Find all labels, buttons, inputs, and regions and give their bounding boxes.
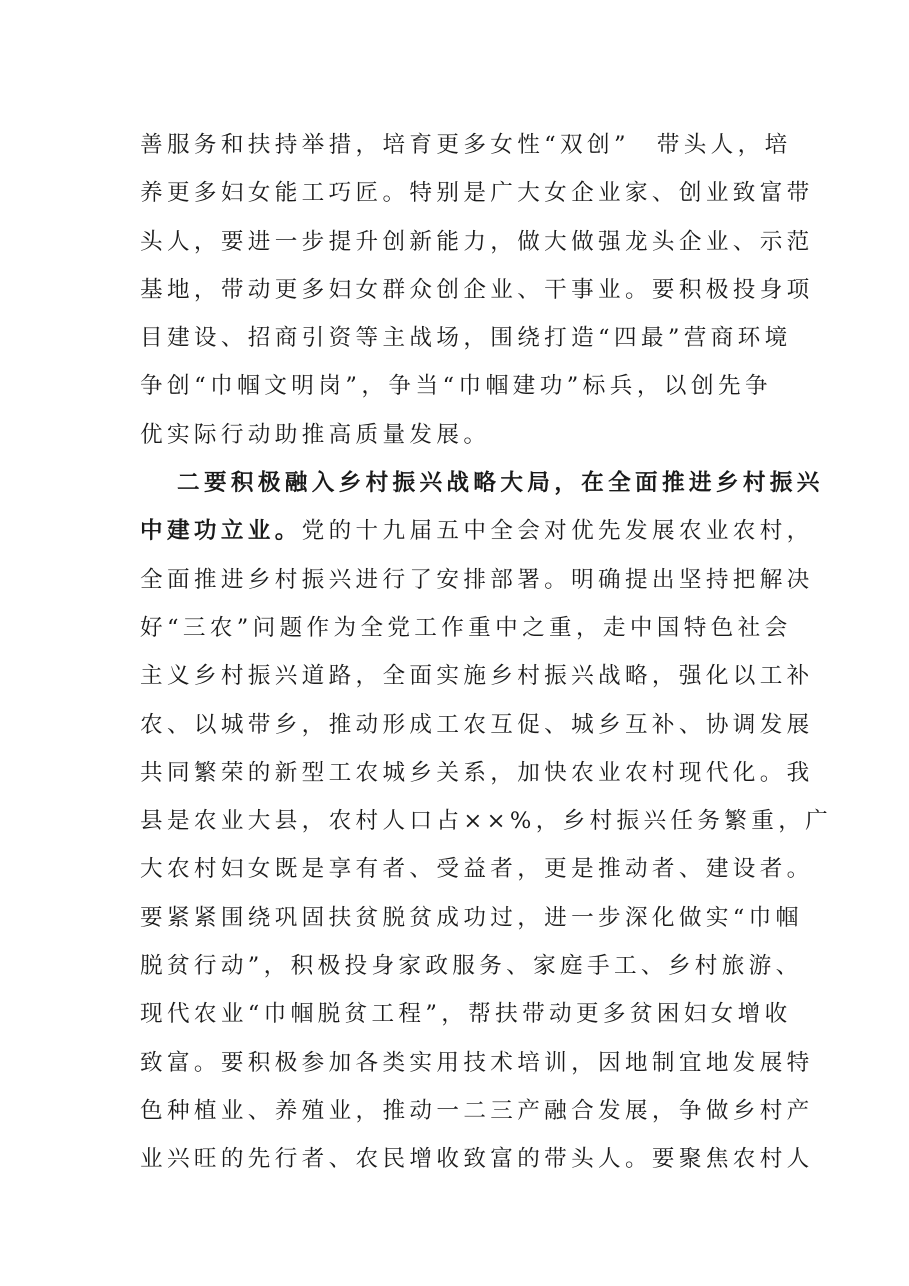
text-line: 致富。要积极参加各类实用技术培训，因地制宜地发展特 — [140, 1049, 814, 1076]
text-line: 农、以城带乡，推动形成工农互促、城乡互补、协调发展 — [140, 711, 814, 738]
section-heading-tail: 中建功立业。 — [140, 518, 302, 545]
text-line: 要紧紧围绕巩固扶贫脱贫成功过，进一步深化做实“巾帼 — [140, 904, 803, 931]
section-heading-line: 二要积极融入乡村振兴战略大局，在全面推进乡村振兴 — [177, 470, 824, 497]
text-line: 目建设、招商引资等主战场，围绕打造“四最”营商环境 — [140, 325, 792, 352]
text-line: 共同繁荣的新型工农城乡关系，加快农业农村现代化。我 — [140, 759, 814, 786]
text-line: 业兴旺的先行者、农民增收致富的带头人。要聚焦农村人 — [140, 1146, 814, 1173]
section-heading-line-mixed — [140, 507, 814, 555]
text-line: 争创“巾帼文明岗”，争当“巾帼建功”标兵，以创先争 — [140, 373, 772, 400]
text-line: 色种植业、养殖业，推动一二三产融合发展，争做乡村产 — [140, 1097, 814, 1124]
text-line: 头人，要进一步提升创新能力，做大做强龙头企业、示范 — [140, 228, 814, 255]
body-text — [140, 121, 833, 1184]
paragraph-start-text: 党的十九届五中全会对优先发展农业农村， — [301, 518, 814, 545]
text-line: 全面推进乡村振兴进行了安排部署。明确提出坚持把解决 — [140, 566, 814, 593]
text-line: 好“三农”问题作为全党工作重中之重，走中国特色社会 — [140, 614, 792, 641]
text-line: 现代农业“巾帼脱贫工程”，帮扶带动更多贫困妇女增收 — [140, 1001, 792, 1028]
text-line: 脱贫行动”，积极投身家政服务、家庭手工、乡村旅游、 — [140, 953, 803, 980]
text-line: 县是农业大县，农村人口占××%，乡村振兴任务繁重，广 — [140, 808, 833, 835]
text-line: 善服务和扶持举措，培育更多女性“双创” 带头人，培 — [140, 132, 792, 158]
text-line: 优实际行动助推高质量发展。 — [140, 421, 491, 448]
text-line: 大农村妇女既是享有者、受益者，更是推动者、建设者。 — [140, 856, 814, 883]
text-line: 养更多妇女能工巧匠。特别是广大女企业家、创业致富带 — [140, 180, 814, 207]
text-line: 基地，带动更多妇女群众创企业、干事业。要积极投身项 — [140, 276, 814, 303]
text-line: 主义乡村振兴道路，全面实施乡村振兴战略，强化以工补 — [140, 663, 814, 690]
